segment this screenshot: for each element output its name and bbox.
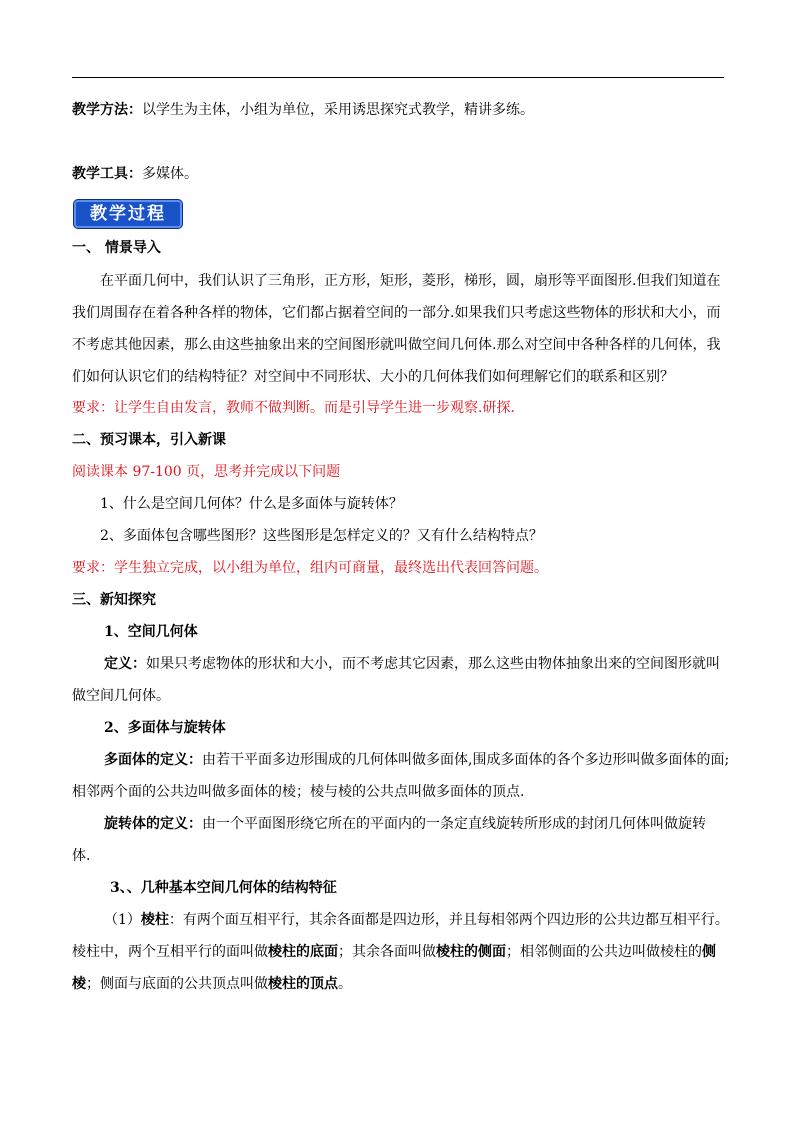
section2-heading: 二、预习课本，引入新课 — [72, 432, 226, 448]
definition1-label: 定义： — [104, 656, 146, 672]
section1-para-line-4: 们如何认识它们的结构特征？对空间中不同形状、大小的几何体我们如何理解它们的联系和区别？ — [72, 369, 674, 385]
section2-question-2: 2、多面体包含哪些图形？这些图形是怎样定义的？又有什么结构特点？ — [100, 528, 543, 544]
section3-heading: 三、新知探究 — [72, 592, 156, 608]
prism-vertex-term: 棱柱的顶点 — [268, 976, 338, 992]
teaching-process-banner — [74, 200, 182, 228]
polyhedron-definition-line-1 — [104, 750, 730, 770]
prism-base-term: 棱柱的底面 — [268, 944, 338, 960]
prism-line-3 — [72, 974, 724, 994]
section1-para-line-3: 不考虑其他因素，那么由这些抽象出来的空间图形就叫做空间几何体.那么对空间中各种各样的几何体，我 — [72, 337, 721, 353]
prism-label: 棱柱 — [140, 912, 169, 928]
prism-line2-a: 棱柱中，两个互相平行的面叫做 — [72, 944, 268, 960]
section1-heading: 一、 情景导入 — [72, 240, 161, 256]
definition1-line-2: 做空间几何体。 — [72, 688, 170, 704]
definition1-text: 如果只考虑物体的形状和大小，而不考虑其它因素，那么这些由物体抽象出来的空间图形就叫 — [146, 656, 720, 672]
prism-side-term: 棱柱的侧面 — [436, 944, 506, 960]
prism-line2-c: ；其余各面叫做 — [338, 944, 436, 960]
teaching-tool-label: 教学工具： — [72, 166, 142, 182]
subsection1-title: 1、空间几何体 — [104, 624, 198, 640]
section1-para-line-1: 在平面几何中，我们认识了三角形，正方形，矩形，菱形，梯形，圆，扇形等平面图形.但我们知道在 — [100, 273, 721, 289]
banner-title: 教学过程 — [90, 204, 166, 224]
teaching-method-line — [72, 100, 724, 120]
teaching-method-label: 教学方法： — [72, 102, 142, 118]
header-rule — [72, 77, 724, 78]
prism-line3-d: 。 — [338, 976, 352, 992]
prism-line1-text: ：有两个面互相平行，其余各面都是四边形，并且每相邻两个四边形的公共边都互相平行。 — [168, 912, 729, 928]
prism-lateral-edge-term-start: 侧 — [702, 944, 716, 960]
section1-requirement: 要求：让学生自由发言，教师不做判断。而是引导学生进一步观察.研探. — [72, 400, 515, 416]
polyhedron-definition-text: 由若干平面多边形围成的几何体叫做多面体,围成多面体的各个多边形叫做多面体的面; — [202, 752, 730, 768]
section1-para-line-2: 我们周围存在着各种各样的物体，它们都占据着空间的一部分.如果我们只考虑这些物体的形状和大小，而 — [72, 305, 721, 321]
polyhedron-definition-label: 多面体的定义： — [104, 752, 202, 768]
rotation-body-definition-line-2: 体. — [72, 848, 91, 864]
section2-reading: 阅读课本 97-100 页，思考并完成以下问题 — [72, 464, 341, 480]
rotation-body-definition-label: 旋转体的定义： — [104, 816, 202, 832]
prism-prefix: （1） — [104, 912, 141, 928]
section2-requirement: 要求：学生独立完成，以小组为单位，组内可商量，最终选出代表回答问题。 — [72, 560, 548, 576]
section2-question-1: 1、什么是空间几何体？什么是多面体与旋转体？ — [100, 496, 403, 512]
prism-lateral-edge-term-end: 棱 — [72, 976, 86, 992]
definition1-line-1 — [104, 654, 724, 674]
prism-line2-e: ；相邻侧面的公共边叫做棱柱的 — [506, 944, 702, 960]
teaching-tool-line — [72, 164, 724, 184]
subsection3-title: 3、、几种基本空间几何体的结构特征 — [110, 880, 337, 896]
rotation-body-definition-line-1 — [104, 814, 724, 834]
prism-line-1 — [104, 910, 729, 930]
rotation-body-definition-text: 由一个平面图形绕它所在的平面内的一条定直线旋转所形成的封闭几何体叫做旋转 — [202, 816, 706, 832]
polyhedron-definition-line-2: 相邻两个面的公共边叫做多面体的棱；棱与棱的公共点叫做多面体的顶点. — [72, 784, 525, 800]
subsection2-title: 2、多面体与旋转体 — [104, 720, 226, 736]
teaching-tool-text: 多媒体。 — [142, 166, 198, 182]
teaching-method-text: 以学生为主体，小组为单位，采用诱思探究式教学，精讲多练。 — [142, 102, 534, 118]
prism-line-2 — [72, 942, 724, 962]
prism-line3-b: ；侧面与底面的公共顶点叫做 — [86, 976, 268, 992]
